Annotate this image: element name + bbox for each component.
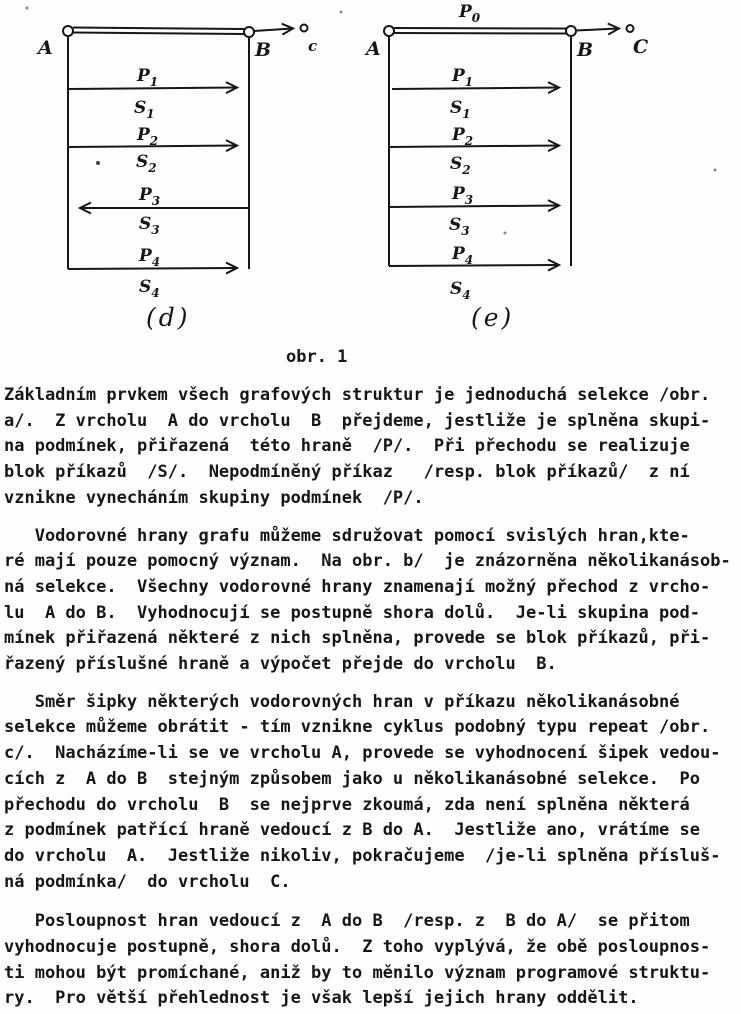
edge-p2-label: $P_2$	[137, 125, 159, 148]
scan-speck	[26, 7, 29, 10]
node-c-label: C	[633, 36, 649, 58]
edge-p4-arrow	[389, 265, 558, 266]
paragraph-1	[4, 383, 738, 512]
edge-s4-label: $S_4$	[450, 279, 471, 302]
edge-p3-arrow	[389, 206, 558, 208]
text-line: přechodu do vrcholu B se nejprve zkoumá, zda není splněna některá	[4, 794, 690, 815]
text-line: ná selekce. Všechny vodorovné hrany znamenají možný přechod z vrcho-	[4, 576, 711, 597]
scan-speck	[340, 11, 343, 14]
edge-ab-top	[394, 28, 566, 29]
body-text	[4, 383, 738, 1012]
node-a-label: A	[38, 37, 53, 59]
paragraph-2	[4, 524, 738, 678]
paragraph-3	[4, 690, 738, 896]
edge-p4-label: $P_4$	[452, 244, 474, 267]
node-a-label: A	[366, 38, 381, 60]
text-line: c/. Nacházíme-li se ve vrcholu A, provede se vyhodnocení šipek vedou-	[4, 743, 721, 764]
text-line: Základním prvkem všech grafových struktur je jednoduchá selekce /obr.	[4, 385, 711, 405]
text-line: blok příkazů /S/. Nepodmíněný příkaz /resp. blok příkazů/ z ní	[4, 462, 690, 483]
edge-s4-label: $S_4$	[139, 277, 160, 300]
diagram-d-caption: (d)	[146, 303, 191, 332]
node-c	[301, 25, 308, 32]
edge-bc	[576, 29, 618, 31]
edge-p3-label: $P_3$	[139, 185, 161, 208]
text-line: ná podmínka/ do vrcholu C.	[4, 871, 291, 892]
text-line: ti mohou být promíchané, aniž by to měnilo význam programové struktu-	[4, 962, 711, 983]
figure-obr-1	[0, 0, 741, 345]
text-line: mínek přiřazená některé z nich splněna, provede se blok příkazů, při-	[4, 628, 711, 649]
text-line: Posloupnost hran vedoucí z A do B /resp. z B do A/ se přitom	[4, 911, 690, 932]
edge-s3-label: $S_3$	[449, 215, 470, 238]
text-line: z podmínek patřící hraně vedoucí z B do A. Jestliže ano, vrátíme se	[4, 820, 700, 841]
scan-speck	[714, 169, 717, 172]
node-c-label: c	[308, 37, 318, 55]
diagram-e	[364, 2, 648, 332]
text-line: na podmínek, přiřazená této hraně /P/. Při přechodu se realizuje	[4, 436, 690, 457]
paragraph-4	[4, 909, 738, 1012]
text-line: vznikne vynecháním skupiny podmínek /P/.	[4, 487, 424, 508]
node-a	[384, 26, 394, 36]
edge-ab-bottom	[394, 33, 566, 34]
text-line: vyhodnocuje postupně, shora dolů. Z toho vyplývá, že obě posloupnos-	[4, 937, 711, 958]
edge-p0-label: $P_0$	[459, 2, 481, 25]
edge-p4-label: $P_4$	[139, 246, 161, 269]
edge-p1-label: $P_1$	[452, 66, 474, 89]
scan-speck	[96, 161, 100, 165]
edge-p1-arrow	[392, 88, 558, 90]
diagram-e-caption: (e)	[471, 303, 515, 332]
figure-caption: obr. 1	[286, 347, 348, 367]
edge-s1-label: $S_1$	[450, 98, 471, 121]
node-c	[627, 25, 634, 32]
text-line: cích z A do B stejným způsobem jako u několikanásobné selekce. Po	[4, 768, 700, 789]
node-b-label: B	[255, 39, 272, 61]
edge-bc	[254, 29, 292, 32]
edge-s1-label: $S_1$	[134, 98, 155, 121]
edge-p1-label: $P_1$	[137, 66, 159, 89]
edge-p2-label: $P_2$	[452, 125, 474, 148]
node-b-label: B	[577, 39, 594, 61]
edge-ab-top	[73, 28, 244, 30]
node-b	[244, 27, 254, 37]
text-line: ré mají pouze pomocný význam. Na obr. b/ je znázorněna několikanásob-	[4, 551, 731, 572]
node-b	[566, 26, 576, 36]
text-line: do vrcholu A. Jestliže nikoliv, pokračujeme /je-li splněna přísluš-	[4, 845, 721, 866]
node-a	[63, 26, 73, 36]
text-line: lu A do B. Vyhodnocují se postupně shora dolů. Je-li skupina pod-	[4, 602, 700, 623]
text-line: řazený příslušné hraně a výpočet přejde do vrcholu B.	[4, 654, 557, 675]
edge-s2-label: $S_2$	[136, 152, 157, 175]
edge-s2-label: $S_2$	[450, 154, 471, 177]
edge-p2-arrow	[389, 146, 558, 148]
text-line: ry. Pro větší přehlednost je však lepší jejich hrany oddělit.	[4, 988, 639, 1009]
text-line: selekce můžeme obrátit - tím vznikne cyklus podobný typu repeat /obr.	[4, 717, 711, 738]
text-line: a/. Z vrcholu A do vrcholu B přejdeme, jestliže je splněna skupi-	[4, 410, 711, 431]
text-line: Směr šipky některých vodorovných hran v příkazu několikanásobné	[4, 691, 680, 712]
text-line: Vodorovné hrany grafu můžeme sdružovat pomocí svislých hran,kte-	[4, 525, 690, 546]
edge-ab-bottom	[73, 33, 244, 35]
edge-p3-label: $P_3$	[452, 184, 474, 207]
edge-s3-label: $S_3$	[139, 214, 160, 237]
diagram-d	[36, 25, 317, 333]
scan-speck	[504, 232, 507, 235]
